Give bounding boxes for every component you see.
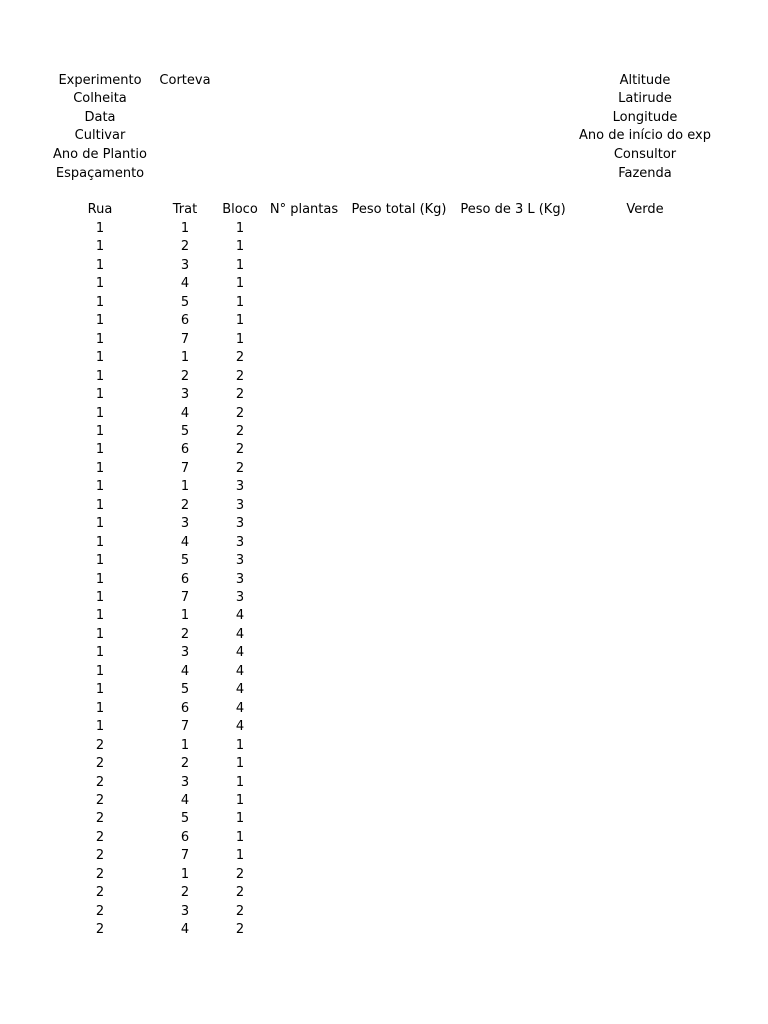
cell-trat: 4	[180, 535, 190, 550]
cell-rua: 1	[95, 276, 105, 291]
label-experimento: Experimento	[58, 73, 142, 88]
cell-rua: 1	[95, 350, 105, 365]
label-fazenda: Fazenda	[618, 166, 672, 181]
cell-rua: 1	[95, 682, 105, 697]
cell-bloco: 1	[235, 276, 245, 291]
cell-rua: 2	[95, 756, 105, 771]
label-latirude: Latirude	[618, 91, 672, 106]
cell-rua: 1	[95, 387, 105, 402]
column-header-bloco: Bloco	[222, 202, 258, 217]
cell-trat: 1	[180, 608, 190, 623]
cell-trat: 4	[180, 922, 190, 937]
cell-rua: 1	[95, 535, 105, 550]
cell-trat: 2	[180, 239, 190, 254]
cell-trat: 5	[180, 682, 190, 697]
cell-bloco: 4	[235, 627, 245, 642]
cell-rua: 1	[95, 701, 105, 716]
cell-bloco: 2	[235, 442, 245, 457]
cell-rua: 2	[95, 904, 105, 919]
label-espacamento: Espaçamento	[55, 166, 145, 181]
cell-rua: 1	[95, 313, 105, 328]
cell-rua: 1	[95, 498, 105, 513]
cell-rua: 2	[95, 922, 105, 937]
cell-rua: 1	[95, 719, 105, 734]
cell-bloco: 1	[235, 738, 245, 753]
cell-rua: 1	[95, 406, 105, 421]
label-colheita: Colheita	[73, 91, 127, 106]
column-header-n-plantas: N° plantas	[269, 202, 339, 217]
cell-bloco: 2	[235, 885, 245, 900]
cell-trat: 7	[180, 332, 190, 347]
cell-trat: 1	[180, 350, 190, 365]
cell-rua: 1	[95, 295, 105, 310]
cell-bloco: 1	[235, 756, 245, 771]
cell-trat: 2	[180, 885, 190, 900]
cell-rua: 1	[95, 553, 105, 568]
label-consultor: Consultor	[613, 147, 677, 162]
cell-bloco: 3	[235, 572, 245, 587]
column-header-verde: Verde	[626, 202, 664, 217]
cell-bloco: 4	[235, 682, 245, 697]
column-header-rua: Rua	[87, 202, 113, 217]
cell-trat: 1	[180, 221, 190, 236]
cell-rua: 1	[95, 479, 105, 494]
cell-bloco: 3	[235, 553, 245, 568]
cell-bloco: 2	[235, 387, 245, 402]
cell-rua: 1	[95, 258, 105, 273]
cell-trat: 2	[180, 627, 190, 642]
cell-rua: 1	[95, 424, 105, 439]
experiment-value: Corteva	[159, 73, 211, 88]
cell-bloco: 4	[235, 645, 245, 660]
cell-rua: 1	[95, 442, 105, 457]
cell-bloco: 2	[235, 922, 245, 937]
cell-bloco: 2	[235, 350, 245, 365]
cell-rua: 2	[95, 848, 105, 863]
cell-trat: 5	[180, 811, 190, 826]
cell-bloco: 4	[235, 608, 245, 623]
cell-rua: 1	[95, 664, 105, 679]
cell-bloco: 2	[235, 424, 245, 439]
cell-trat: 1	[180, 479, 190, 494]
cell-rua: 1	[95, 608, 105, 623]
cell-bloco: 3	[235, 498, 245, 513]
cell-trat: 4	[180, 406, 190, 421]
column-header-trat: Trat	[172, 202, 198, 217]
cell-trat: 6	[180, 572, 190, 587]
cell-trat: 2	[180, 498, 190, 513]
cell-trat: 6	[180, 830, 190, 845]
cell-trat: 3	[180, 258, 190, 273]
cell-trat: 7	[180, 848, 190, 863]
cell-bloco: 4	[235, 719, 245, 734]
cell-bloco: 1	[235, 295, 245, 310]
cell-trat: 3	[180, 904, 190, 919]
cell-bloco: 2	[235, 904, 245, 919]
cell-bloco: 3	[235, 479, 245, 494]
cell-trat: 4	[180, 664, 190, 679]
cell-trat: 5	[180, 553, 190, 568]
cell-rua: 2	[95, 885, 105, 900]
cell-rua: 1	[95, 645, 105, 660]
cell-rua: 2	[95, 830, 105, 845]
label-altitude: Altitude	[619, 73, 671, 88]
cell-bloco: 1	[235, 775, 245, 790]
cell-bloco: 1	[235, 221, 245, 236]
cell-rua: 1	[95, 332, 105, 347]
cell-trat: 7	[180, 461, 190, 476]
cell-bloco: 3	[235, 516, 245, 531]
cell-trat: 3	[180, 516, 190, 531]
label-ano-de-inicio: Ano de início do exp	[579, 128, 711, 143]
column-header-peso-3l: Peso de 3 L (Kg)	[460, 202, 566, 217]
cell-rua: 1	[95, 221, 105, 236]
cell-bloco: 1	[235, 313, 245, 328]
cell-rua: 2	[95, 867, 105, 882]
cell-trat: 2	[180, 369, 190, 384]
cell-trat: 4	[180, 793, 190, 808]
cell-bloco: 3	[235, 590, 245, 605]
cell-bloco: 1	[235, 332, 245, 347]
cell-bloco: 2	[235, 867, 245, 882]
cell-bloco: 1	[235, 793, 245, 808]
cell-rua: 2	[95, 811, 105, 826]
cell-rua: 1	[95, 239, 105, 254]
cell-trat: 3	[180, 645, 190, 660]
cell-rua: 2	[95, 738, 105, 753]
label-longitude: Longitude	[612, 110, 678, 125]
cell-trat: 5	[180, 424, 190, 439]
cell-rua: 2	[95, 793, 105, 808]
cell-bloco: 2	[235, 406, 245, 421]
cell-rua: 1	[95, 590, 105, 605]
cell-trat: 7	[180, 590, 190, 605]
cell-trat: 4	[180, 276, 190, 291]
cell-rua: 1	[95, 572, 105, 587]
cell-rua: 1	[95, 461, 105, 476]
cell-trat: 2	[180, 756, 190, 771]
column-header-peso-total: Peso total (Kg)	[351, 202, 447, 217]
cell-trat: 5	[180, 295, 190, 310]
cell-bloco: 4	[235, 701, 245, 716]
cell-bloco: 1	[235, 830, 245, 845]
cell-rua: 2	[95, 775, 105, 790]
label-cultivar: Cultivar	[74, 128, 126, 143]
cell-bloco: 2	[235, 369, 245, 384]
cell-rua: 1	[95, 627, 105, 642]
cell-bloco: 1	[235, 239, 245, 254]
cell-trat: 6	[180, 701, 190, 716]
label-ano-de-plantio: Ano de Plantio	[53, 147, 147, 162]
cell-bloco: 3	[235, 535, 245, 550]
cell-bloco: 1	[235, 848, 245, 863]
cell-bloco: 1	[235, 811, 245, 826]
cell-bloco: 4	[235, 664, 245, 679]
cell-trat: 6	[180, 313, 190, 328]
cell-trat: 3	[180, 387, 190, 402]
cell-rua: 1	[95, 369, 105, 384]
cell-trat: 1	[180, 867, 190, 882]
cell-bloco: 2	[235, 461, 245, 476]
cell-rua: 1	[95, 516, 105, 531]
cell-trat: 7	[180, 719, 190, 734]
cell-trat: 6	[180, 442, 190, 457]
label-data: Data	[84, 110, 116, 125]
cell-bloco: 1	[235, 258, 245, 273]
cell-trat: 1	[180, 738, 190, 753]
cell-trat: 3	[180, 775, 190, 790]
